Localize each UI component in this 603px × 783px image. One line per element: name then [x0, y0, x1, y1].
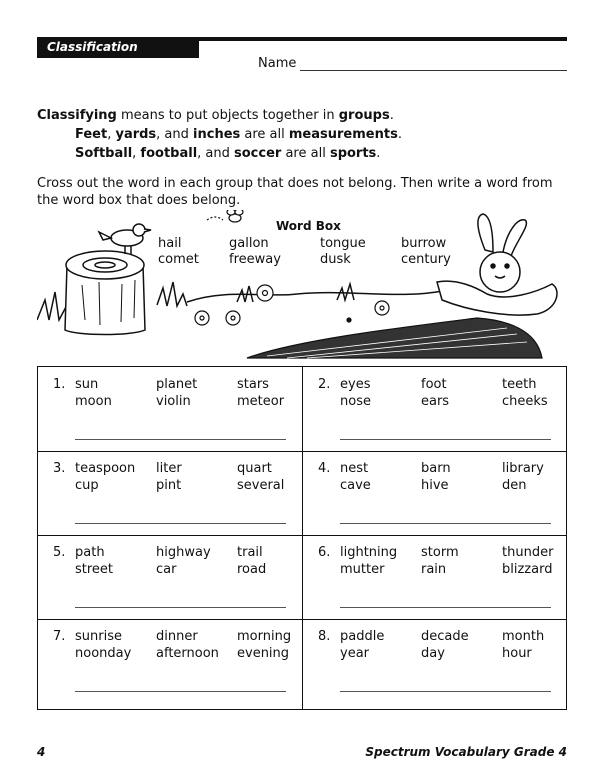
intro-segment: . — [389, 108, 394, 123]
intro-line-2 — [37, 125, 402, 144]
intro-segment: measurements — [288, 127, 398, 142]
exercise-word[interactable]: highway — [156, 545, 211, 560]
log-illustration — [247, 318, 542, 358]
exercise-word[interactable]: car — [156, 562, 177, 577]
intro-segment: Classifying — [37, 108, 117, 123]
answer-line[interactable] — [75, 439, 286, 440]
intro-segment: groups — [338, 108, 390, 123]
exercise-word[interactable]: evening — [237, 646, 290, 661]
exercise-number: 2. — [318, 377, 331, 392]
exercise-word[interactable]: decade — [421, 629, 469, 644]
intro-segment: . — [376, 146, 381, 161]
exercise-word[interactable]: afternoon — [156, 646, 219, 661]
exercise-word[interactable]: hive — [421, 478, 449, 493]
exercise-word[interactable]: month — [502, 629, 545, 644]
exercise-word[interactable]: violin — [156, 394, 191, 409]
exercise-word[interactable]: den — [502, 478, 527, 493]
exercise-word[interactable]: barn — [421, 461, 451, 476]
intro-segment: Feet — [75, 127, 108, 142]
answer-line[interactable] — [340, 607, 551, 608]
exercise-item — [303, 535, 567, 619]
exercise-number: 5. — [53, 545, 66, 560]
word-box-word: hail — [158, 236, 182, 251]
exercise-item — [38, 451, 302, 535]
name-field[interactable] — [300, 70, 567, 71]
exercise-number: 8. — [318, 629, 331, 644]
exercise-word[interactable]: sun — [75, 377, 99, 392]
intro-segment: means to put objects together in — [116, 108, 339, 123]
word-box-title: Word Box — [276, 219, 341, 233]
exercise-number: 3. — [53, 461, 66, 476]
exercise-word[interactable]: foot — [421, 377, 447, 392]
intro-line-3 — [37, 144, 402, 163]
exercise-word[interactable]: cave — [340, 478, 371, 493]
exercise-word[interactable]: ears — [421, 394, 450, 409]
name-label: Name — [258, 56, 297, 71]
intro-line-1 — [37, 106, 402, 125]
exercise-word[interactable]: nose — [340, 394, 371, 409]
word-box-word: dusk — [320, 252, 351, 267]
exercise-word[interactable]: path — [75, 545, 105, 560]
tree-stump-illustration — [65, 251, 145, 335]
exercise-item — [303, 367, 567, 451]
word-box-word: comet — [158, 252, 199, 267]
exercise-word[interactable]: quart — [237, 461, 272, 476]
exercise-word[interactable]: trail — [237, 545, 263, 560]
exercise-item — [38, 619, 302, 703]
word-box-word: century — [401, 252, 451, 267]
answer-line[interactable] — [340, 691, 551, 692]
exercise-item — [38, 535, 302, 619]
exercise-word[interactable]: stars — [237, 377, 269, 392]
word-box-word: gallon — [229, 236, 269, 251]
exercise-number: 4. — [318, 461, 331, 476]
answer-line[interactable] — [75, 607, 286, 608]
intro-segment: , — [132, 146, 141, 161]
exercise-word[interactable]: moon — [75, 394, 112, 409]
exercise-word[interactable]: meteor — [237, 394, 285, 409]
exercise-word[interactable]: road — [237, 562, 267, 577]
page-number: 4 — [37, 745, 46, 759]
exercise-word[interactable]: day — [421, 646, 445, 661]
answer-line[interactable] — [75, 691, 286, 692]
exercise-word[interactable]: liter — [156, 461, 182, 476]
intro-segment: , — [107, 127, 116, 142]
word-box-word: tongue — [320, 236, 366, 251]
exercise-grid — [37, 366, 567, 710]
exercise-word[interactable]: nest — [340, 461, 369, 476]
word-box-word: burrow — [401, 236, 447, 251]
intro-segment: soccer — [234, 146, 282, 161]
exercise-word[interactable]: pint — [156, 478, 182, 493]
exercise-word[interactable]: morning — [237, 629, 292, 644]
section-title: Classification — [37, 37, 199, 58]
exercise-word[interactable]: paddle — [340, 629, 385, 644]
exercise-word[interactable]: rain — [421, 562, 447, 577]
exercise-word[interactable]: hour — [502, 646, 532, 661]
exercise-word[interactable]: library — [502, 461, 544, 476]
exercise-word[interactable]: cheeks — [502, 394, 548, 409]
exercise-number: 7. — [53, 629, 66, 644]
intro-segment: , and — [156, 127, 194, 142]
exercise-word[interactable]: mutter — [340, 562, 385, 577]
rabbit-illustration — [437, 214, 557, 315]
exercise-word[interactable]: lightning — [340, 545, 398, 560]
bee-illustration — [207, 210, 243, 222]
exercise-word[interactable]: eyes — [340, 377, 371, 392]
intro-segment: are all — [281, 146, 330, 161]
flowers-illustration — [195, 285, 389, 325]
exercise-word[interactable]: blizzard — [502, 562, 553, 577]
exercise-word[interactable]: noonday — [75, 646, 132, 661]
exercise-word[interactable]: sunrise — [75, 629, 122, 644]
exercise-word[interactable]: street — [75, 562, 114, 577]
exercise-number: 1. — [53, 377, 66, 392]
exercise-number: 6. — [318, 545, 331, 560]
exercise-word[interactable]: dinner — [156, 629, 198, 644]
exercise-item — [303, 451, 567, 535]
answer-line[interactable] — [340, 439, 551, 440]
exercise-word[interactable]: year — [340, 646, 370, 661]
bird-illustration — [99, 224, 151, 254]
exercise-word[interactable]: thunder — [502, 545, 554, 560]
exercise-word[interactable]: planet — [156, 377, 198, 392]
intro-segment: football — [140, 146, 198, 161]
intro-segment: yards — [115, 127, 157, 142]
exercise-item — [303, 619, 567, 703]
intro-text — [37, 106, 402, 163]
answer-line[interactable] — [75, 523, 286, 524]
book-title: Spectrum Vocabulary Grade 4 — [365, 745, 567, 759]
instructions: Cross out the word in each group that does not belong. Then write a word from the word box that does belong. — [37, 176, 553, 208]
intro-segment: inches — [193, 127, 241, 142]
intro-segment: Softball — [75, 146, 133, 161]
word-box-word: freeway — [229, 252, 281, 267]
intro-segment: are all — [240, 127, 289, 142]
answer-line[interactable] — [340, 523, 551, 524]
intro-segment: , and — [197, 146, 235, 161]
intro-segment: sports — [329, 146, 377, 161]
exercise-item — [38, 367, 302, 451]
exercise-word[interactable]: teaspoon — [75, 461, 136, 476]
exercise-word[interactable]: teeth — [502, 377, 537, 392]
exercise-word[interactable]: several — [237, 478, 285, 493]
intro-segment: . — [397, 127, 402, 142]
exercise-word[interactable]: cup — [75, 478, 99, 493]
exercise-word[interactable]: storm — [421, 545, 459, 560]
